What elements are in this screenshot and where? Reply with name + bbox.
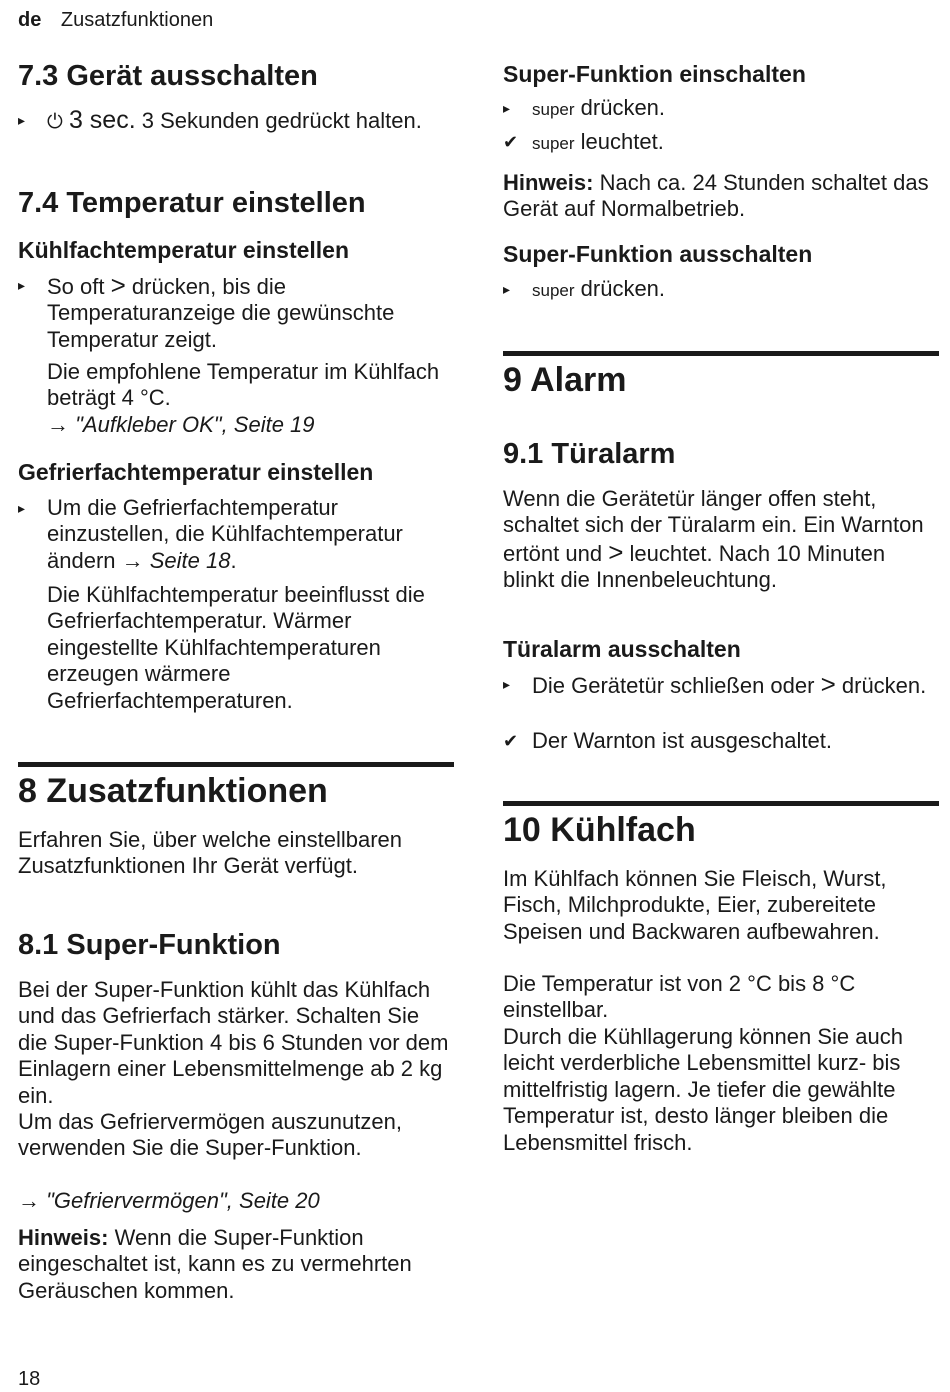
step-tueralarm-off	[503, 671, 939, 699]
heading-super-on: Super-Funktion einschalten	[503, 61, 806, 87]
chevron-right-icon: >	[608, 536, 624, 567]
result-text: Der Warnton ist ausgeschaltet.	[532, 728, 832, 753]
step-text-a: So oft	[47, 274, 111, 299]
intro-8: Erfahren Sie, über welche einstellbaren Zusatzfunktionen Ihr Gerät verfügt.	[18, 827, 403, 879]
power-icon: ⏻	[47, 111, 63, 133]
step-super-off	[503, 276, 939, 304]
heading-8-1: 8.1 Super-Funktion	[18, 929, 281, 961]
step-text: Um die Gefrierfachtemperatur einzustellen, die Kühlfachtemperatur ändern	[47, 495, 403, 573]
note-gefrierfach-temp: Die Kühlfachtemperatur beeinflusst die Gefrierfachtemperatur. Wärmer eingestellte Kühlfachtemperaturen erzeugen wärmere Gefrierfachtemperaturen.	[47, 582, 425, 713]
chevron-right-icon: >	[820, 669, 836, 699]
checkmark-icon: ✔	[503, 132, 519, 152]
result-tueralarm-off	[503, 728, 939, 754]
section-rule	[18, 762, 454, 767]
link-aufkleber-ok[interactable]: → "Aufkleber OK", Seite 19	[47, 412, 315, 437]
page-header	[18, 9, 213, 32]
hint-label: Hinweis:	[18, 1225, 109, 1250]
triangle-bullet-icon: ▸	[503, 281, 511, 297]
para-kuehlfach-3: Durch die Kühllagerung können Sie auch leicht verderbliche Lebensmittel kurz- bis mittelfristig lagern. Je tiefer die gewählte Temperatur ist, desto länger bleiben die Lebensmittel frisch.	[503, 1024, 903, 1155]
step-text: drücken.	[574, 95, 666, 120]
step-gefrierfach-temp	[18, 495, 454, 574]
heading-8: 8 Zusatzfunktionen	[18, 772, 328, 810]
triangle-bullet-icon: ▸	[503, 100, 511, 116]
super-key: super	[532, 281, 575, 300]
step-kuehlfach-temp	[18, 272, 454, 353]
heading-super-off: Super-Funktion ausschalten	[503, 241, 813, 267]
heading-gefrierfach-temp: Gefrierfachtemperatur einstellen	[18, 459, 374, 485]
link-seite-18[interactable]: → Seite 18	[121, 547, 231, 573]
note-kuehlfach-temp: Die empfohlene Temperatur im Kühlfach beträgt 4 °C.	[47, 359, 440, 411]
para-tueralarm	[503, 486, 939, 594]
hint-text: Nach ca. 24 Stunden schaltet das Gerät auf Normalbetrieb.	[503, 170, 929, 222]
hint-super	[18, 1225, 454, 1304]
section-rule	[503, 351, 939, 356]
heading-kuehlfach-temp: Kühlfachtemperatur einstellen	[18, 237, 350, 263]
para-text-a: Wenn die Gerätetür länger offen steht, schaltet sich der Türalarm ein. Ein Warnton ertönt und	[503, 486, 924, 566]
para-kuehlfach-1: Im Kühlfach können Sie Fleisch, Wurst, Fisch, Milchprodukte, Eier, zubereitete Speisen und Backwaren aufbewahren.	[503, 866, 887, 944]
step-text: drücken.	[574, 276, 666, 301]
triangle-bullet-icon: ▸	[503, 676, 511, 692]
super-key: super	[532, 100, 575, 119]
triangle-bullet-icon: ▸	[18, 277, 26, 293]
step-power-off	[18, 107, 454, 135]
hint-label: Hinweis:	[503, 170, 594, 195]
triangle-bullet-icon: ▸	[18, 500, 26, 516]
chevron-right-icon: >	[110, 270, 126, 300]
step-end: .	[230, 547, 237, 573]
heading-9-1: 9.1 Türalarm	[503, 438, 676, 470]
heading-7-4: 7.4 Temperatur einstellen	[18, 187, 366, 219]
language-code: de	[18, 9, 42, 31]
result-text: leuchtet.	[574, 129, 664, 154]
step-super-on	[503, 95, 939, 123]
page-number: 18	[18, 1368, 41, 1390]
step-text-b: drücken.	[835, 673, 927, 698]
para-super-2: Um das Gefriervermögen auszunutzen, verwenden Sie die Super-Funktion.	[18, 1109, 402, 1161]
super-key: super	[532, 134, 575, 153]
hint-text: Wenn die Super-Funktion eingeschaltet ist, kann es zu vermehrten Geräuschen kommen.	[18, 1225, 412, 1303]
para-super-1: Bei der Super-Funktion kühlt das Kühlfach und das Gefrierfach stärker. Schalten Sie die Super-Funktion 4 bis 6 Stunden vor dem Einlagern einer Lebensmittelmenge ab 2 kg ein.	[18, 977, 449, 1108]
para-text-b: leuchtet. Nach 10 Minuten blinkt die Innenbeleuchtung.	[503, 540, 886, 593]
heading-7-3: 7.3 Gerät ausschalten	[18, 60, 318, 92]
step-text-a: Die Gerätetür schließen oder	[532, 673, 821, 698]
heading-tueralarm-off: Türalarm ausschalten	[503, 636, 741, 662]
triangle-bullet-icon: ▸	[18, 112, 26, 128]
key-3sec: 3 sec.	[68, 106, 136, 134]
hint-super-on	[503, 170, 939, 223]
section-rule	[503, 801, 939, 806]
checkmark-icon: ✔	[503, 731, 519, 751]
link-gefriervermoegen[interactable]: → "Gefriervermögen", Seite 20	[18, 1188, 320, 1213]
step-text-b: drücken, bis die Temperaturanzeige die gewünschte Temperatur zeigt.	[47, 274, 395, 352]
result-super-on	[503, 129, 939, 157]
heading-9: 9 Alarm	[503, 361, 627, 399]
step-text: 3 Sekunden gedrückt halten.	[135, 108, 422, 133]
heading-10: 10 Kühlfach	[503, 811, 696, 849]
header-section: Zusatzfunktionen	[60, 9, 214, 31]
para-kuehlfach-2: Die Temperatur ist von 2 °C bis 8 °C einstellbar.	[503, 971, 856, 1023]
